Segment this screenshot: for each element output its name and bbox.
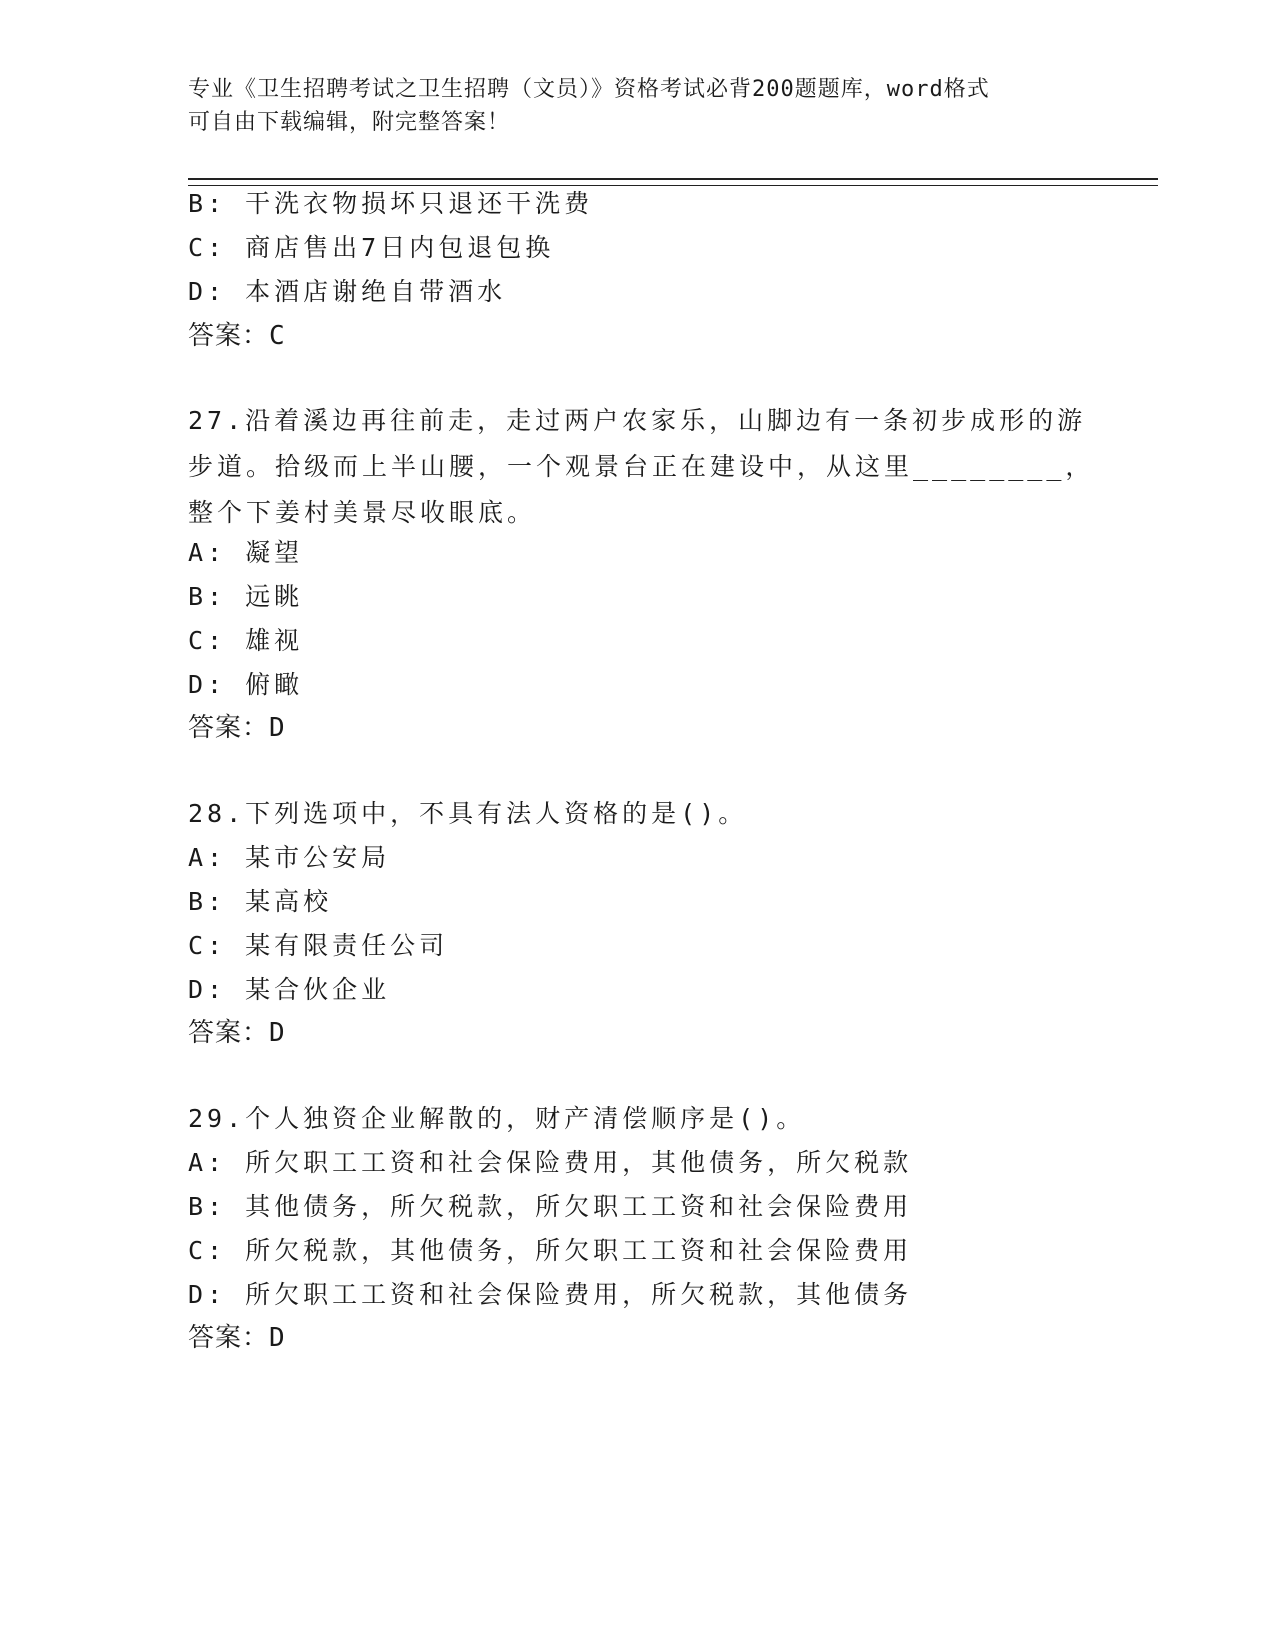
- q27-option-b: B: 远眺: [188, 582, 304, 611]
- q27-stem: [188, 398, 1095, 536]
- q29-stem: 29.个人独资企业解散的，财产清偿顺序是()。: [188, 1104, 806, 1133]
- q26-answer: 答案：C: [188, 321, 286, 351]
- q29-answer: 答案：D: [188, 1323, 286, 1353]
- q29-option-a: A: 所欠职工工资和社会保险费用，其他债务，所欠税款: [188, 1148, 913, 1177]
- header-divider: [188, 178, 1158, 186]
- q28-answer: 答案：D: [188, 1018, 286, 1048]
- q27-option-c: C: 雄视: [188, 626, 304, 655]
- q28-option-d: D: 某合伙企业: [188, 975, 391, 1004]
- document-header: [188, 73, 1088, 139]
- q29-option-b: B: 其他债务，所欠税款，所欠职工工资和社会保险费用: [188, 1192, 913, 1221]
- q27-option-d: D: 俯瞰: [188, 670, 304, 699]
- q26-option-c: C: 商店售出7日内包退包换: [188, 233, 555, 262]
- q28-option-c: C: 某有限责任公司: [188, 931, 449, 960]
- q28-option-b: B: 某高校: [188, 887, 333, 916]
- q28-stem: 28.下列选项中，不具有法人资格的是()。: [188, 799, 748, 828]
- q27-option-a: A: 凝望: [188, 538, 304, 567]
- q28-option-a: A: 某市公安局: [188, 843, 391, 872]
- q27-stem-line-3: 整个下姜村美景尽收眼底。: [188, 498, 537, 527]
- q27-answer: 答案：D: [188, 713, 286, 743]
- q27-stem-line-2: 步道。拾级而上半山腰，一个观景台正在建设中，从这里________，: [188, 452, 1095, 481]
- header-title-line-1: 专业《卫生招聘考试之卫生招聘（文员）》资格考试必背200题题库，word格式: [188, 77, 990, 102]
- q29-option-c: C: 所欠税款，其他债务，所欠职工工资和社会保险费用: [188, 1236, 913, 1265]
- q26-option-d: D: 本酒店谢绝自带酒水: [188, 277, 507, 306]
- q26-option-b: B: 干洗衣物损坏只退还干洗费: [188, 189, 594, 218]
- q29-option-d: D: 所欠职工工资和社会保险费用，所欠税款，其他债务: [188, 1280, 913, 1309]
- header-title-line-2: 可自由下载编辑，附完整答案！: [188, 110, 511, 135]
- q27-stem-line-1: 27.沿着溪边再往前走，走过两户农家乐，山脚边有一条初步成形的游: [188, 406, 1087, 435]
